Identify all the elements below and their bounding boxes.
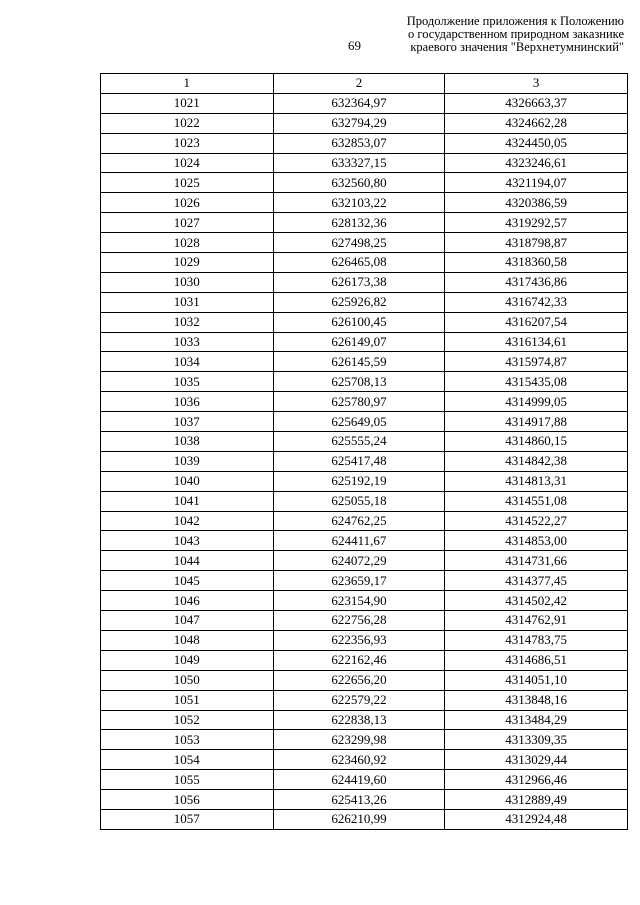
x-coordinate-cell: 622162,46 (273, 650, 445, 670)
x-coordinate-cell: 632364,97 (273, 93, 445, 113)
y-coordinate-cell: 4313848,16 (445, 690, 628, 710)
y-coordinate-cell: 4324450,05 (445, 133, 628, 153)
point-number-cell: 1028 (101, 233, 274, 253)
table-row (101, 670, 628, 690)
table-row (101, 193, 628, 213)
table-row (101, 690, 628, 710)
x-coordinate-cell: 622656,20 (273, 670, 445, 690)
y-coordinate-cell: 4319292,57 (445, 213, 628, 233)
y-coordinate-cell: 4321194,07 (445, 173, 628, 193)
y-coordinate-cell: 4326663,37 (445, 93, 628, 113)
x-coordinate-cell: 632103,22 (273, 193, 445, 213)
x-coordinate-cell: 626149,07 (273, 332, 445, 352)
coordinates-table (100, 73, 628, 830)
table-row (101, 571, 628, 591)
table-header-row (101, 74, 628, 94)
point-number-cell: 1032 (101, 312, 274, 332)
table-row (101, 173, 628, 193)
point-number-cell: 1039 (101, 451, 274, 471)
table-row (101, 372, 628, 392)
table-row (101, 611, 628, 631)
x-coordinate-cell: 625555,24 (273, 432, 445, 452)
point-number-cell: 1033 (101, 332, 274, 352)
y-coordinate-cell: 4324662,28 (445, 113, 628, 133)
table-row (101, 809, 628, 829)
column-header: 2 (273, 74, 445, 94)
point-number-cell: 1057 (101, 809, 274, 829)
x-coordinate-cell: 622579,22 (273, 690, 445, 710)
y-coordinate-cell: 4314842,38 (445, 451, 628, 471)
table-row (101, 312, 628, 332)
y-coordinate-cell: 4314502,42 (445, 591, 628, 611)
x-coordinate-cell: 626210,99 (273, 809, 445, 829)
x-coordinate-cell: 627498,25 (273, 233, 445, 253)
point-number-cell: 1045 (101, 571, 274, 591)
point-number-cell: 1027 (101, 213, 274, 233)
y-coordinate-cell: 4314860,15 (445, 432, 628, 452)
table-row (101, 491, 628, 511)
y-coordinate-cell: 4315974,87 (445, 352, 628, 372)
point-number-cell: 1047 (101, 611, 274, 631)
y-coordinate-cell: 4312889,49 (445, 790, 628, 810)
table-row (101, 93, 628, 113)
y-coordinate-cell: 4314853,00 (445, 531, 628, 551)
table-row (101, 352, 628, 372)
x-coordinate-cell: 624411,67 (273, 531, 445, 551)
table-row (101, 650, 628, 670)
point-number-cell: 1056 (101, 790, 274, 810)
y-coordinate-cell: 4314686,51 (445, 650, 628, 670)
y-coordinate-cell: 4314051,10 (445, 670, 628, 690)
y-coordinate-cell: 4314783,75 (445, 630, 628, 650)
table-row (101, 213, 628, 233)
column-header: 3 (445, 74, 628, 94)
y-coordinate-cell: 4316207,54 (445, 312, 628, 332)
y-coordinate-cell: 4320386,59 (445, 193, 628, 213)
point-number-cell: 1037 (101, 412, 274, 432)
x-coordinate-cell: 625708,13 (273, 372, 445, 392)
table-row (101, 770, 628, 790)
x-coordinate-cell: 623460,92 (273, 750, 445, 770)
x-coordinate-cell: 624762,25 (273, 511, 445, 531)
x-coordinate-cell: 625649,05 (273, 412, 445, 432)
table-row (101, 113, 628, 133)
y-coordinate-cell: 4315435,08 (445, 372, 628, 392)
x-coordinate-cell: 622838,13 (273, 710, 445, 730)
point-number-cell: 1048 (101, 630, 274, 650)
x-coordinate-cell: 625780,97 (273, 392, 445, 412)
y-coordinate-cell: 4318798,87 (445, 233, 628, 253)
y-coordinate-cell: 4314377,45 (445, 571, 628, 591)
y-coordinate-cell: 4314731,66 (445, 551, 628, 571)
y-coordinate-cell: 4313029,44 (445, 750, 628, 770)
table-row (101, 630, 628, 650)
x-coordinate-cell: 632560,80 (273, 173, 445, 193)
point-number-cell: 1031 (101, 292, 274, 312)
y-coordinate-cell: 4317436,86 (445, 272, 628, 292)
column-header: 1 (101, 74, 274, 94)
appendix-header (364, 15, 624, 54)
table-row (101, 153, 628, 173)
point-number-cell: 1029 (101, 253, 274, 273)
y-coordinate-cell: 4314762,91 (445, 611, 628, 631)
y-coordinate-cell: 4314813,31 (445, 471, 628, 491)
header-line-1: Продолжение приложения к Положению (406, 14, 624, 28)
table-row (101, 272, 628, 292)
table-row (101, 292, 628, 312)
header-line-3: краевого значения "Верхнетумнинский" (410, 40, 624, 54)
y-coordinate-cell: 4318360,58 (445, 253, 628, 273)
point-number-cell: 1021 (101, 93, 274, 113)
y-coordinate-cell: 4312966,46 (445, 770, 628, 790)
y-coordinate-cell: 4313484,29 (445, 710, 628, 730)
table-row (101, 253, 628, 273)
x-coordinate-cell: 626465,08 (273, 253, 445, 273)
page-number: 69 (348, 38, 361, 53)
point-number-cell: 1022 (101, 113, 274, 133)
x-coordinate-cell: 623154,90 (273, 591, 445, 611)
y-coordinate-cell: 4314917,88 (445, 412, 628, 432)
point-number-cell: 1035 (101, 372, 274, 392)
table-row (101, 471, 628, 491)
point-number-cell: 1034 (101, 352, 274, 372)
point-number-cell: 1044 (101, 551, 274, 571)
point-number-cell: 1040 (101, 471, 274, 491)
x-coordinate-cell: 624072,29 (273, 551, 445, 571)
table-row (101, 392, 628, 412)
y-coordinate-cell: 4316134,61 (445, 332, 628, 352)
table-row (101, 451, 628, 471)
table-row (101, 790, 628, 810)
point-number-cell: 1043 (101, 531, 274, 551)
point-number-cell: 1049 (101, 650, 274, 670)
x-coordinate-cell: 624419,60 (273, 770, 445, 790)
table-row (101, 412, 628, 432)
y-coordinate-cell: 4314551,08 (445, 491, 628, 511)
x-coordinate-cell: 626100,45 (273, 312, 445, 332)
point-number-cell: 1025 (101, 173, 274, 193)
point-number-cell: 1051 (101, 690, 274, 710)
table-row (101, 133, 628, 153)
x-coordinate-cell: 628132,36 (273, 213, 445, 233)
point-number-cell: 1024 (101, 153, 274, 173)
x-coordinate-cell: 622356,93 (273, 630, 445, 650)
point-number-cell: 1041 (101, 491, 274, 511)
point-number-cell: 1042 (101, 511, 274, 531)
table-row (101, 750, 628, 770)
point-number-cell: 1038 (101, 432, 274, 452)
table-row (101, 531, 628, 551)
y-coordinate-cell: 4313309,35 (445, 730, 628, 750)
x-coordinate-cell: 625192,19 (273, 471, 445, 491)
x-coordinate-cell: 623299,98 (273, 730, 445, 750)
y-coordinate-cell: 4314999,05 (445, 392, 628, 412)
x-coordinate-cell: 623659,17 (273, 571, 445, 591)
x-coordinate-cell: 625417,48 (273, 451, 445, 471)
point-number-cell: 1036 (101, 392, 274, 412)
point-number-cell: 1030 (101, 272, 274, 292)
point-number-cell: 1026 (101, 193, 274, 213)
point-number-cell: 1046 (101, 591, 274, 611)
table-row (101, 551, 628, 571)
y-coordinate-cell: 4314522,27 (445, 511, 628, 531)
y-coordinate-cell: 4316742,33 (445, 292, 628, 312)
table-body (101, 93, 628, 829)
table-row (101, 432, 628, 452)
point-number-cell: 1053 (101, 730, 274, 750)
table-row (101, 591, 628, 611)
x-coordinate-cell: 625413,26 (273, 790, 445, 810)
point-number-cell: 1055 (101, 770, 274, 790)
table-row (101, 710, 628, 730)
table-row (101, 730, 628, 750)
x-coordinate-cell: 625055,18 (273, 491, 445, 511)
x-coordinate-cell: 622756,28 (273, 611, 445, 631)
table-row (101, 332, 628, 352)
point-number-cell: 1023 (101, 133, 274, 153)
point-number-cell: 1052 (101, 710, 274, 730)
x-coordinate-cell: 626145,59 (273, 352, 445, 372)
x-coordinate-cell: 625926,82 (273, 292, 445, 312)
point-number-cell: 1054 (101, 750, 274, 770)
y-coordinate-cell: 4312924,48 (445, 809, 628, 829)
x-coordinate-cell: 633327,15 (273, 153, 445, 173)
x-coordinate-cell: 632853,07 (273, 133, 445, 153)
table-row (101, 511, 628, 531)
header-line-2: о государственном природном заказнике (408, 27, 624, 41)
table-row (101, 233, 628, 253)
x-coordinate-cell: 632794,29 (273, 113, 445, 133)
y-coordinate-cell: 4323246,61 (445, 153, 628, 173)
x-coordinate-cell: 626173,38 (273, 272, 445, 292)
point-number-cell: 1050 (101, 670, 274, 690)
